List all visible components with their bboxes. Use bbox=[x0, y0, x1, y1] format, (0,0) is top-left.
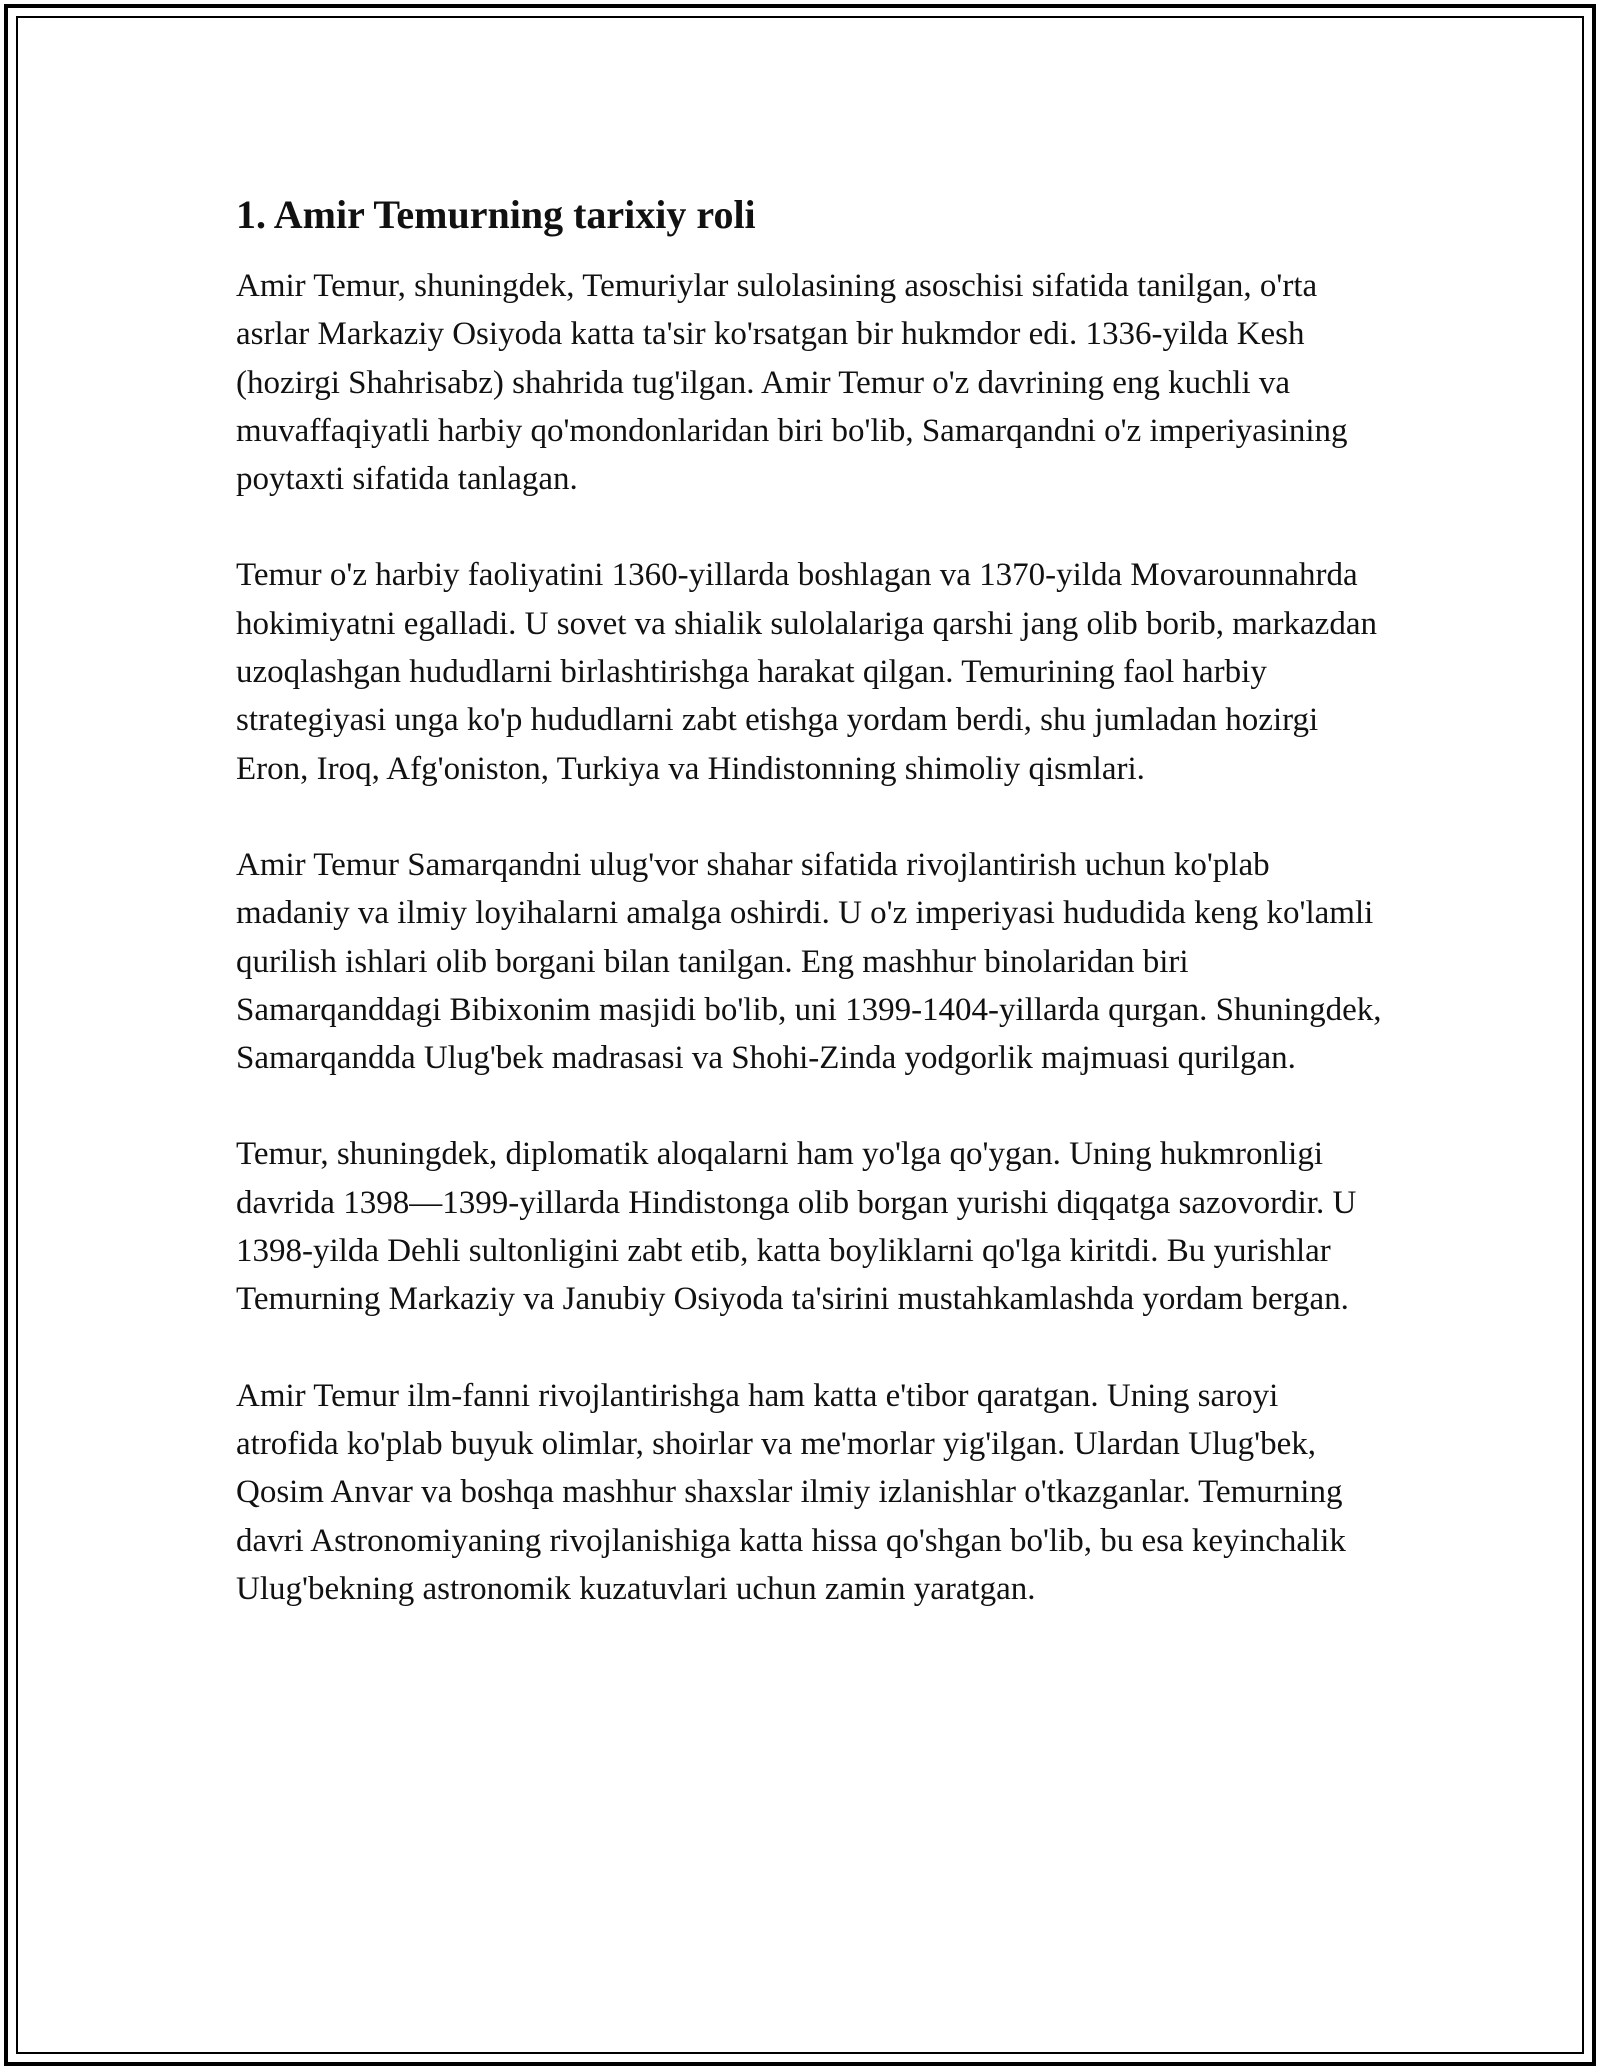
paragraph-4: Temur, shuningdek, diplomatik aloqalarni ham yo'lga qo'ygan. Uning hukmronligi davrida 1398—1399-yillarda Hindistonga olib borgan yurishi diqqatga sazovordir. U 1398-yilda Dehli sultonligini zabt etib, katta boyliklarni qo'lga kiritdi. Bu yurishlar Temurning Markaziy va Janubiy Osiyoda ta'sirini mustahkamlashda yordam bergan. bbox=[236, 1136, 1357, 1318]
document-body bbox=[236, 188, 1386, 1661]
paragraph-3: Amir Temur Samarqandni ulug'vor shahar sifatida rivojlantirish uchun ko'plab madaniy va ilmiy loyihalarni amalga oshirdi. U o'z imperiyasi hududida keng ko'lamli qurilish ishlari olib borgani bilan tanilgan. Eng mashhur binolaridan biri Samarqanddagi Bibixonim masjidi bo'lib, uni 1399-1404-yillarda qurgan. Shuningdek, Samarqandda Ulug'bek madrasasi va Shohi-Zinda yodgorlik majmuasi qurilgan. bbox=[236, 846, 1382, 1077]
paragraph-1: Amir Temur, shuningdek, Temuriylar sulolasining asoschisi sifatida tanilgan, o'rta asrlar Markaziy Osiyoda katta ta'sir ko'rsatgan bir hukmdor edi. 1336-yilda Kesh (hozirgi Shahrisabz) shahrida tug'ilgan. Amir Temur o'z davrining eng kuchli va muvaffaqiyatli harbiy qo'mondonlaridan biri bo'lib, Samarqandni o'z imperiyasining poytaxti sifatida tanlagan. bbox=[236, 268, 1348, 498]
paragraph-2: Temur o'z harbiy faoliyatini 1360-yillarda boshlagan va 1370-yilda Movarounnahrda hokimiyatni egalladi. U sovet va shialik sulolalariga qarshi jang olib borib, markazdan uzoqlashgan hududlarni birlashtirishga harakat qilgan. Temurining faol harbiy strategiyasi unga ko'p hududlarni zabt etishga yordam berdi, shu jumladan hozirgi Eron, Iroq, Afg'oniston, Turkiya va Hindistonning shimoliy qismlari. bbox=[236, 557, 1377, 787]
document-title: 1. Amir Temurning tarixiy roli bbox=[236, 192, 756, 237]
paragraph-5: Amir Temur ilm-fanni rivojlantirishga ham katta e'tibor qaratgan. Uning saroyi atrofida ko'plab buyuk olimlar, shoirlar va me'morlar yig'ilgan. Ulardan Ulug'bek, Qosim Anvar va boshqa mashhur shaxslar ilmiy izlanishlar o'tkazganlar. Temurning davri Astronomiyaning rivojlanishiga katta hissa qo'shgan bo'lib, bu esa keyinchalik Ulug'bekning astronomik kuzatuvlari uchun zamin yaratgan. bbox=[236, 1377, 1346, 1607]
